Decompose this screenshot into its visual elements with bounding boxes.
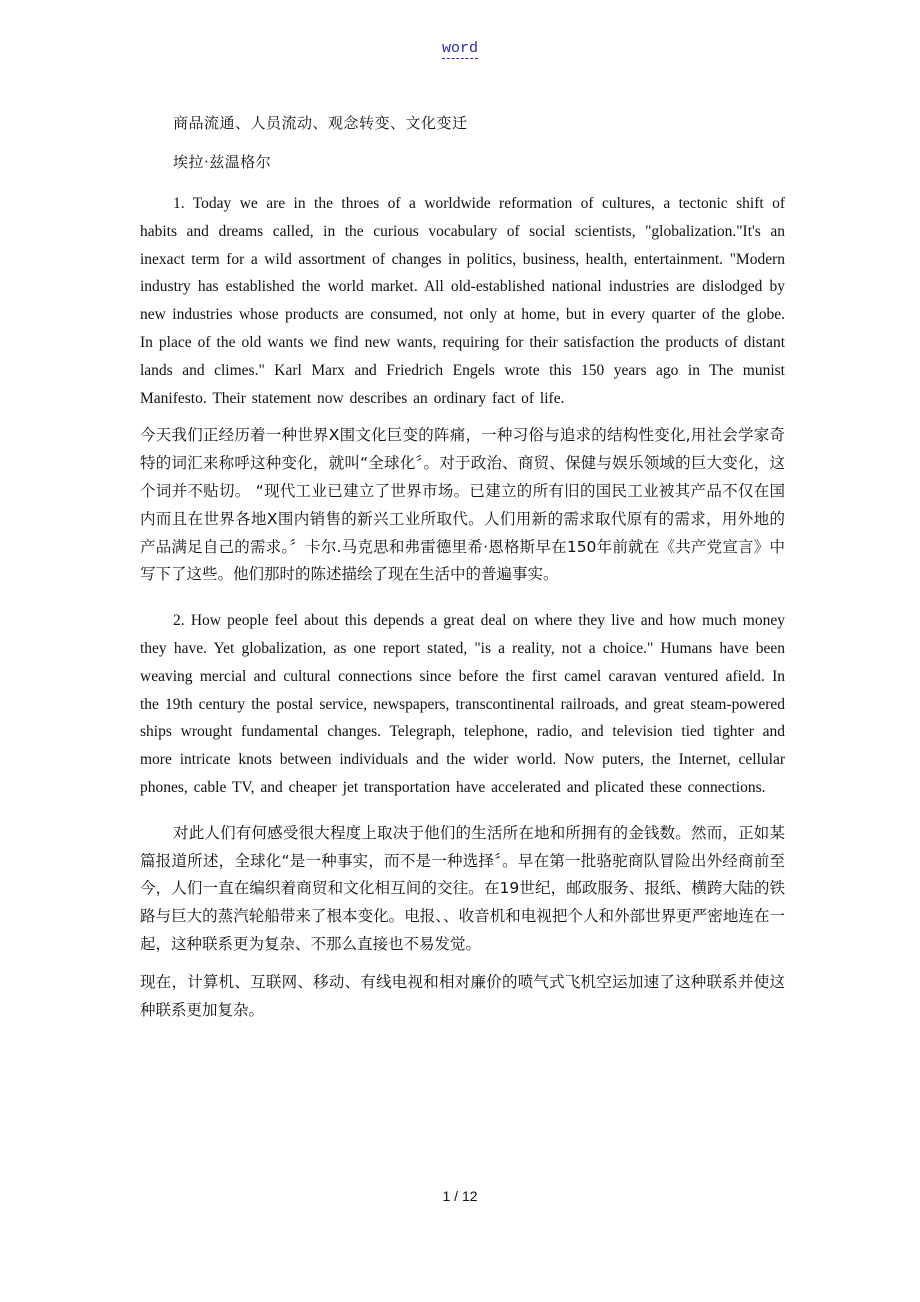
- document-title: 商品流通、人员流动、观念转变、文化变迁: [173, 114, 468, 132]
- page-header: [0, 40, 920, 57]
- paragraph-1-chinese: 今天我们正经历着一种世界X围文化巨变的阵痛，一种习俗与追求的结构性变化,用社会学家奇特的词汇来称呼这种变化，就叫“全球化〞。对于政治、商贸、保健与娱乐领域的巨大变化，这个词并不贴切。 “现代工业已建立了世界市场。已建立的所有旧的国民工业被其产品不仅在国内而且在世界各地X围内销售的新兴工业所取代。人们用新的需求取代原有的需求，用外地的产品满足自己的需求。〞卡尔.马克思和弗雷德里希·恩格斯早在150年前就在《共产党宣言》中写下了这些。他们那时的陈述描绘了现在生活中的普遍事实。: [140, 426, 785, 584]
- document-author: 埃拉·兹温格尔: [173, 153, 272, 171]
- document-body: [140, 112, 785, 1024]
- paragraph-1-english: 1. Today we are in the throes of a worldwide reformation of cultures, a tectonic shift of habits and dreams called, in the curious vocabulary of social scientists, "globalization."It's an inexact term for a wild assortment of changes in politics, business, health, entertainment. "Modern industry has established the world market. All old-established national industries are dislodged by new industries whose products are consumed, not only at home, but in every quarter of the globe. In place of the old wants we find new wants, requiring for their satisfaction the products of distant lands and climes." Karl Marx and Friedrich Engels wrote this 150 years ago in The munist Manifesto. Their statement now describes an ordinary fact of life.: [140, 195, 785, 407]
- page-number: 1 / 12: [442, 1188, 478, 1204]
- paragraph-2-english: 2. How people feel about this depends a great deal on where they live and how much money they have. Yet globalization, as one report stated, "is a reality, not a choice." Humans have been weaving mercial and cultural connections since before the first camel caravan ventured afield. In the 19th century the postal service, newspapers, transcontinental railroads, and great steam-powered ships wrought fundamental changes. Telegraph, telephone, radio, and television tied tighter and more intricate knots between individuals and the wider world. Now puters, the Internet, cellular phones, cable TV, and cheaper jet transportation have accelerated and plicated these connections.: [140, 612, 785, 796]
- paragraph-2-chinese: 对此人们有何感受很大程度上取决于他们的生活所在地和所拥有的金钱数。然而，正如某篇报道所述，全球化“是一种事实，而不是一种选择〞。早在第一批骆驼商队冒险出外经商前至今，人们一直在编织着商贸和文化相互间的交往。在19世纪，邮政服务、报纸、横跨大陆的铁路与巨大的蒸汽轮船带来了根本变化。电报、、收音机和电视把个人和外部世界更严密地连在一起，这种联系更为复杂、不那么直接也不易发觉。: [140, 823, 785, 953]
- paragraph-3-chinese: 现在，计算机、互联网、移动、有线电视和相对廉价的喷气式飞机空运加速了这种联系并使这种联系更加复杂。: [140, 972, 785, 1019]
- header-link[interactable]: word: [441, 40, 478, 57]
